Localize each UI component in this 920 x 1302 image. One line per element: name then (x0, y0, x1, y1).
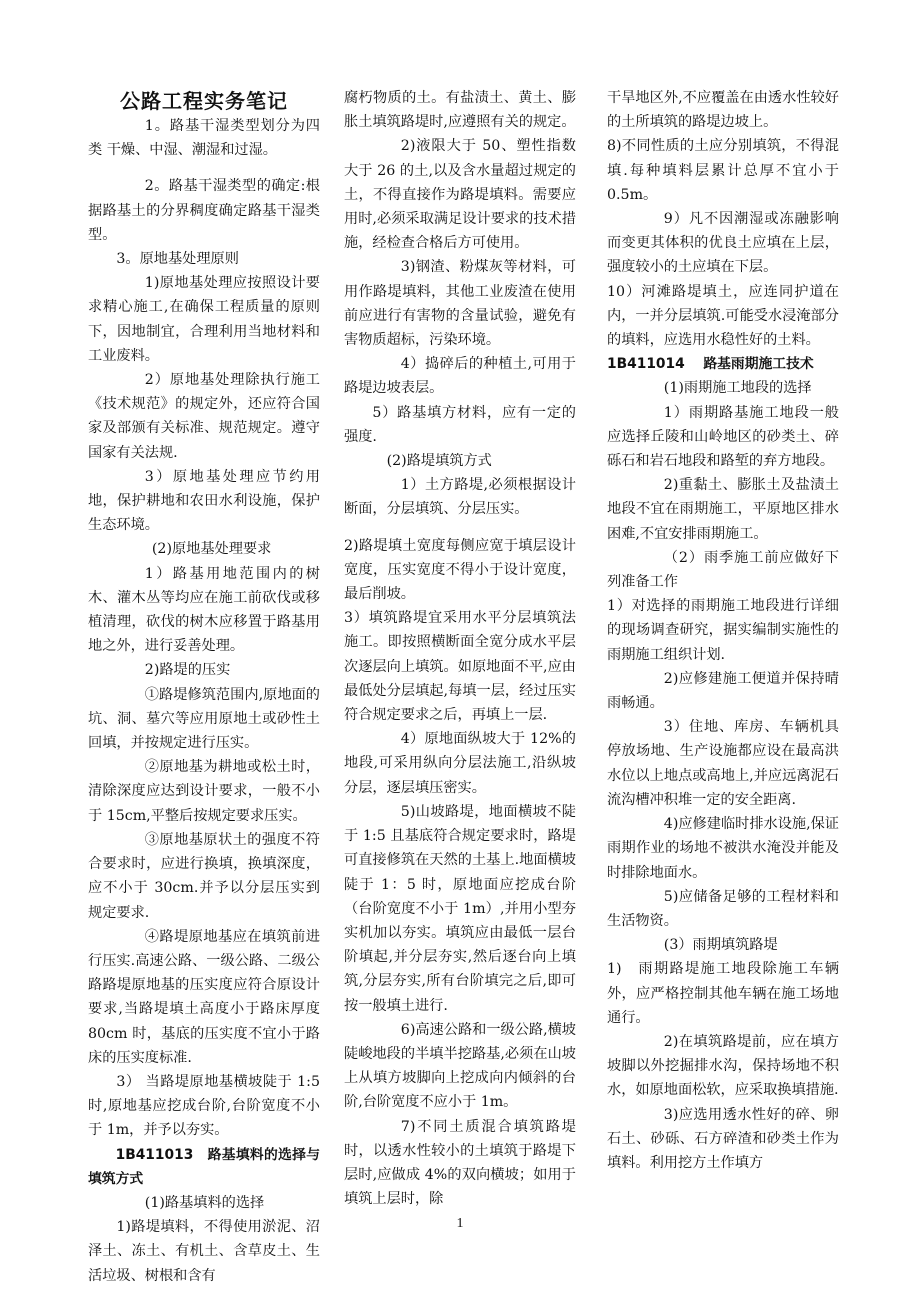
paragraph: 2)路堤填土宽度每侧应宽于填层设计宽度，压实宽度不得小于设计宽度，最后削坡。 (344, 537, 576, 603)
page-number: 1 (456, 1216, 464, 1231)
section-heading: 1B411014 路基雨期施工技术 (607, 356, 814, 373)
paragraph: 10）河滩路堤填土，应连同护道在内，一并分层填筑.可能受水浸淹部分的填料，应选用水稳性好的土料。 (607, 283, 839, 349)
paragraph: (3）雨期填筑路堤 (663, 937, 778, 954)
paragraph: (1)路基填料的选择 (144, 1194, 265, 1211)
paragraph: 2)在填筑路堤前，应在填方坡脚以外挖掘排水沟，保持场地不积水，如原地面松软，应采取换填措施. (607, 1033, 839, 1099)
paragraph: ④路堤原地基应在填筑前进行压实.高速公路、一级公路、二级公路路堤原地基的压实度应符合原设计要求,当路堤填土高度小于路床厚度 80cm 时，基底的压实度不宜小于路床的压实度标准. (88, 928, 320, 1066)
paragraph: 4）原地面纵坡大于 12%的地段,可采用纵向分层法施工,沿纵坡分层，逐层填压密实。 (344, 731, 576, 796)
paragraph: （2）雨季施工前应做好下列准备工作 (607, 549, 839, 591)
paragraph: (2)路堤填筑方式 (386, 453, 492, 470)
paragraph: (1)雨期施工地段的选择 (663, 380, 812, 397)
paragraph: (2)原地基处理要求 (151, 541, 272, 558)
paragraph: 5)应储备足够的工程材料和生活物资。 (607, 888, 839, 929)
paragraph: 5）路基填方材料，应有一定的强度. (344, 404, 576, 445)
paragraph: 4)应修建临时排水设施,保证雨期作业的场地不被洪水淹没并能及时排除地面水。 (607, 816, 839, 881)
paragraph: 2)应修建施工便道并保持晴雨畅通。 (607, 670, 839, 712)
paragraph: 3）填筑路堤宜采用水平分层填筑法施工。即按照横断面全宽分成水平层次逐层向上填筑。如原地面不平,应由最低处分层填起,每填一层，经过压实符合规定要求之后，再填上一层. (344, 610, 576, 724)
paragraph: 2)重黏土、膨胀土及盐渍土地段不宜在雨期施工，平原地区排水困难,不宜安排雨期施工。 (607, 477, 839, 542)
paragraph: 3）原地基处理应节约用地，保护耕地和农田水利设施，保护生态环境。 (88, 468, 320, 534)
paragraph: 1）路基用地范围内的树木、灌木丛等均应在施工前砍伐或移植清理，砍伐的树木应移置于路基用地之外，进行妥善处理。 (88, 565, 320, 655)
paragraph: 1)路堤填料，不得使用淤泥、沼泽土、冻土、有机土、含草皮土、生活垃圾、树根和含有 (88, 1219, 320, 1284)
paragraph: 2)液限大于 50、塑性指数大于 26 的土,以及含水量超过规定的土，不得直接作为路堤填料。需要应用时,必须采取满足设计要求的技术措施，经检查合格后方可使用。 (344, 138, 576, 252)
column-1 (88, 88, 320, 1288)
paragraph: 1）雨期路基施工地段一般应选择丘陵和山岭地区的砂类土、碎砾石和岩石地段和路堑的弃方地段。 (607, 404, 839, 470)
paragraph: 3）住地、库房、车辆机具停放场地、生产设施都应设在最高洪水位以上地点或高地上,并应远离泥石流沟槽冲积堆一定的安全距离. (607, 719, 839, 808)
paragraph: 2）原地基处理除执行施工《技术规范》的规定外，还应符合国家及部颁有关标准、规范规定。遵守国家有关法规. (88, 372, 320, 461)
paragraph: 1)原地基处理应按照设计要求精心施工,在确保工程质量的原则下，因地制宜，合理利用当地材料和工业废料。 (88, 275, 320, 364)
paragraph: 5)山坡路堤，地面横坡不陡于 1:5 且基底符合规定要求时，路堤可直接修筑在天然的土基上.地面横坡陡于 1：5 时，原地面应挖成台阶（台阶宽度不小于 1m）,并用小型夯实机加以夯实。填筑应由最低一层台阶填起,并分层夯实,然后逐台向上填筑,分层夯实,所有台阶填完之后,即可按一般填土进行. (344, 803, 576, 1014)
paragraph: 2。路基干湿类型的确定:根据路基土的分界稠度确定路基干湿类型。 (88, 178, 320, 243)
paragraph: 3。原地基处理原则 (116, 251, 239, 268)
document-title: 公路工程实务笔记 (120, 89, 288, 113)
paragraph: 8)不同性质的土应分别填筑，不得混填.每种填料层累计总厚不宜小于 0.5m。 (607, 138, 839, 203)
paragraph: 4）捣碎后的种植土,可用于路堤边坡表层。 (344, 356, 576, 397)
paragraph: 9）凡不因潮湿或冻融影响而变更其体积的优良土应填在上层，强度较小的土应填在下层。 (607, 211, 839, 276)
section-heading: 1B411013 路基填料的选择与填筑方式 (88, 1146, 320, 1187)
paragraph: 2)路堤的压实 (144, 662, 231, 679)
column-2 (344, 86, 576, 1211)
paragraph: 3)应选用透水性好的碎、卵石土、砂砾、石方碎渣和砂类土作为填料。利用挖方土作填方 (607, 1106, 839, 1171)
paragraph: 3） 当路堤原地基横坡陡于 1:5 时,原地基应挖成台阶,台阶宽度不小于 1m，并予以夯实。 (88, 1073, 320, 1139)
paragraph: ①路堤修筑范围内,原地面的坑、洞、墓穴等应用原地土或砂性土回填，并按规定进行压实。 (88, 686, 320, 752)
paragraph: ③原地基原状土的强度不符合要求时，应进行换填，换填深度，应不小于 30cm.并予以分层压实到规定要求. (88, 831, 320, 921)
paragraph: 6)高速公路和一级公路,横坡陡峻地段的半填半挖路基,必须在山坡上从填方坡脚向上挖成向内倾斜的台阶,台阶宽度不应小于 1m。 (344, 1021, 576, 1111)
paragraph: 3)钢渣、粉煤灰等材料，可用作路堤填料，其他工业废渣在使用前应进行有害物的含量试验，避免有害物质超标，污染环境。 (344, 259, 576, 349)
paragraph: 干旱地区外,不应覆盖在由透水性较好的土所填筑的路堤边坡上。 (607, 90, 839, 131)
paragraph: ②原地基为耕地或松土时，清除深度应达到设计要求，一般不小于 15cm,平整后按规定要求压实。 (88, 759, 320, 824)
column-3 (607, 86, 839, 1175)
paragraph: 腐朽物质的土。有盐渍土、黄土、膨胀土填筑路堤时,应遵照有关的规定。 (344, 90, 576, 131)
paragraph: 7)不同土质混合填筑路堤时，以透水性较小的土填筑于路堤下层时,应做成 4%的双向横坡；如用于填筑上层时，除 (344, 1118, 576, 1208)
paragraph: 1) 雨期路堤施工地段除施工车辆外，应严格控制其他车辆在施工场地通行。 (607, 961, 839, 1026)
paragraph: 1）对选择的雨期施工地段进行详细的现场调查研究，据实编制实施性的雨期施工组织计划. (607, 598, 839, 663)
paragraph: 1。路基干湿类型划分为四类 干燥、中湿、潮湿和过湿。 (88, 118, 320, 159)
paragraph: 1）土方路堤,必须根据设计断面，分层填筑、分层压实。 (344, 477, 576, 518)
